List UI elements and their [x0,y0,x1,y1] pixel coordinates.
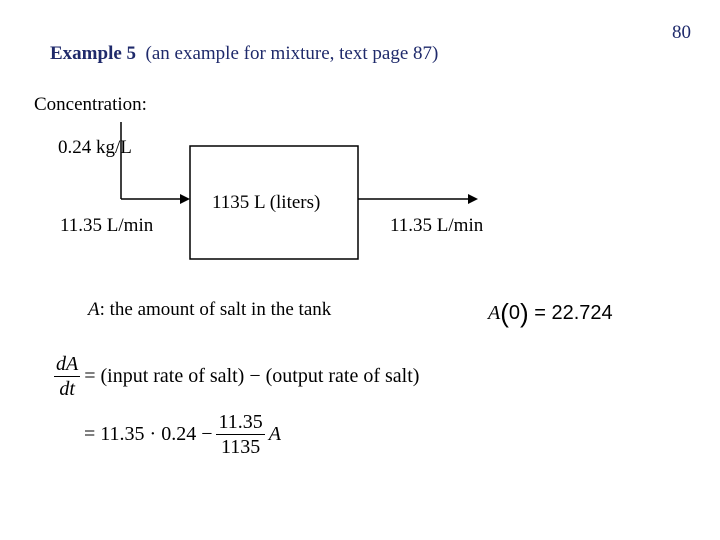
differential-equation-line-1 [54,352,419,401]
derivative-numerator: dA [56,353,79,375]
initial-condition-value: = 22.724 [534,302,613,324]
title-description: (an example for mixture, text page 87) [145,43,439,64]
title-example-label: Example 5 [50,43,137,64]
concentration-value: 0.24 kg/L [58,137,132,158]
initial-condition-argument: 0 [508,302,521,324]
initial-condition: A(0) = 22.724 [488,298,613,328]
rate-balance-text: = (input rate of salt) − (output rate of salt) [84,365,420,388]
differential-equation-line-2 [84,410,281,459]
definition-variable: A [88,299,100,320]
initial-condition-variable: A [488,302,501,324]
variable-definition [88,299,331,321]
concentration-label: Concentration: [34,94,147,115]
outflow-fraction-denominator: 1135 [220,436,261,459]
derivative-denominator: dt [59,378,75,401]
derivative-fraction [54,352,80,401]
outflow-fraction [216,410,264,459]
outflow-arrowhead [468,194,478,204]
inflow-rate: 11.35 L/min [60,215,154,236]
equation-line-2-variable: A [268,423,281,446]
outflow-rate: 11.35 L/min [390,215,484,236]
outflow-fraction-numerator: 11.35 [218,411,263,433]
page-number: 80 [672,22,691,43]
definition-text: : the amount of salt in the tank [99,299,332,320]
inflow-arrowhead [180,194,190,204]
equation-line-2-prefix: = 11.35 · 0.24 − [84,423,213,446]
tank-volume: 1135 L (liters) [212,192,321,213]
